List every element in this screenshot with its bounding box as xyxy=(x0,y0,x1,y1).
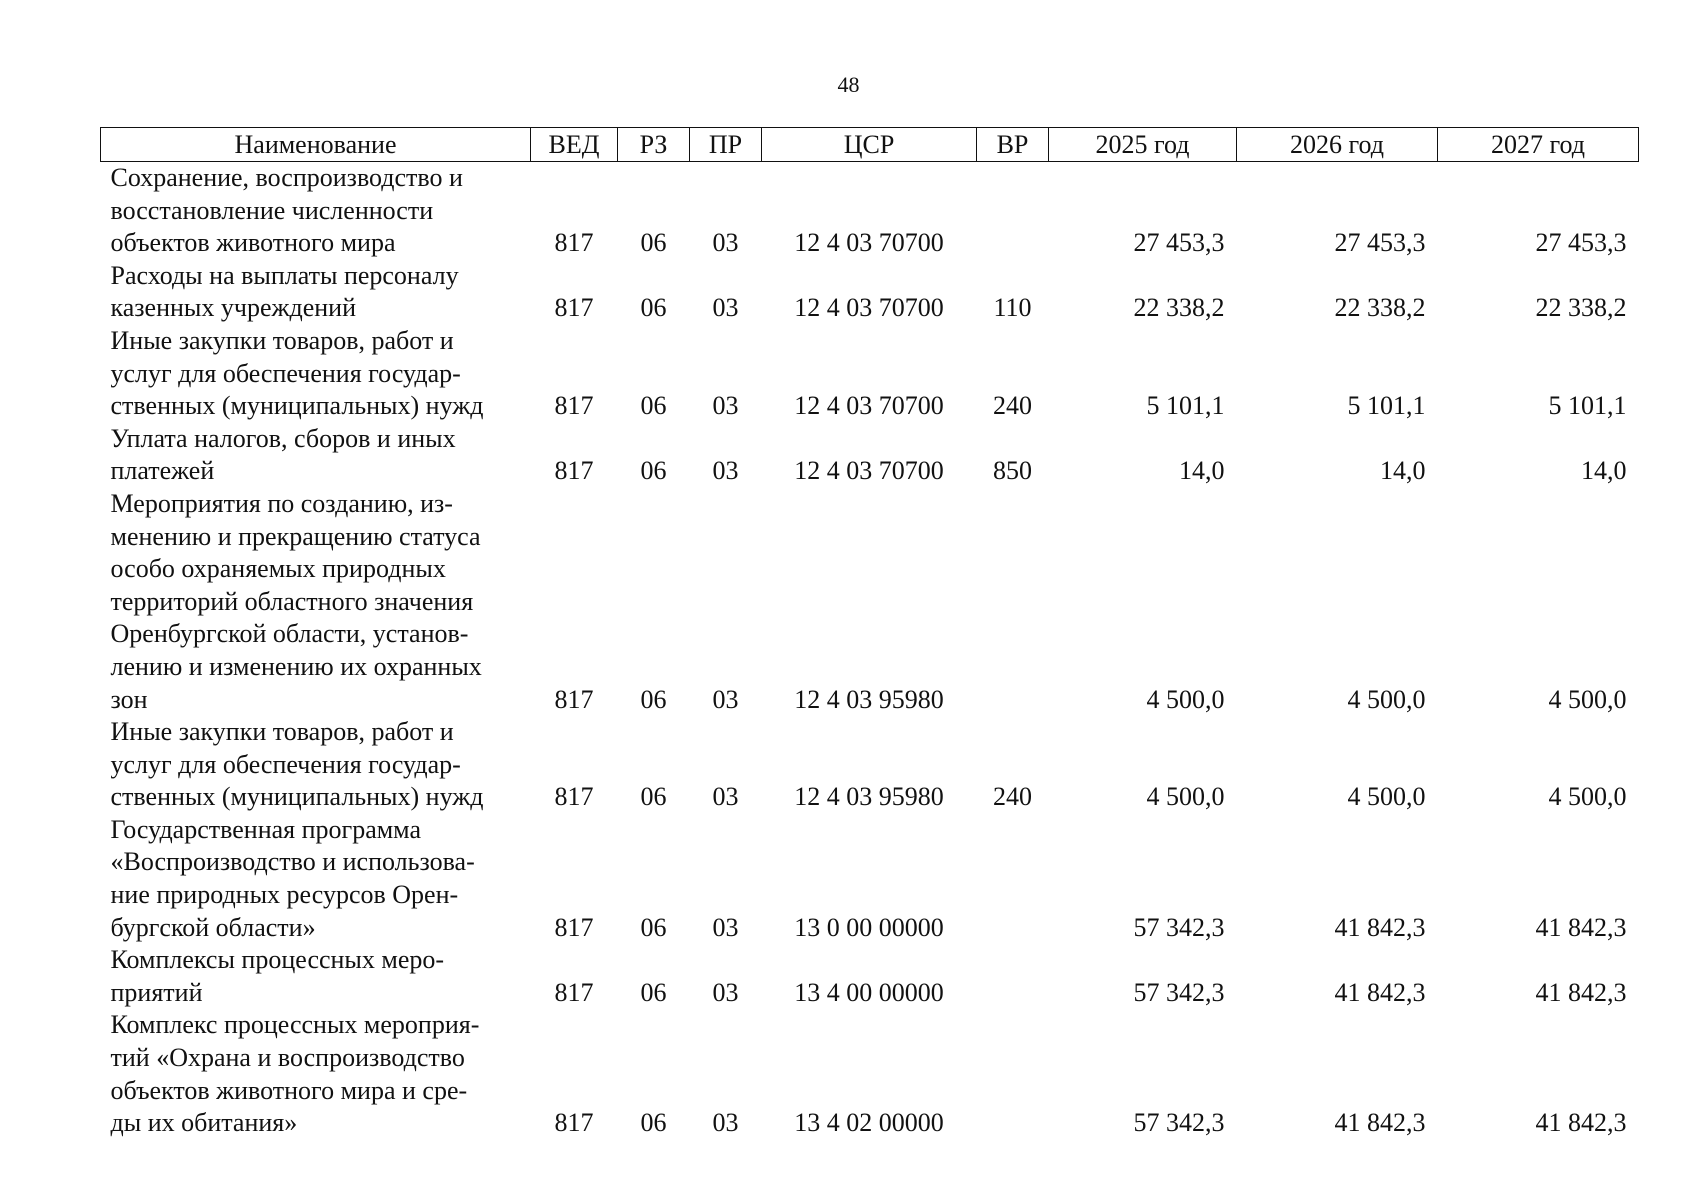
row-name-line: казенных учреждений xyxy=(110,293,356,323)
row-csr: 12 4 03 95980 xyxy=(794,684,944,714)
row-name-line: услуг для обеспечения государ- xyxy=(110,749,461,779)
row-2027: 5 101,1 xyxy=(1548,391,1627,421)
table-row xyxy=(101,1009,1639,1139)
row-name xyxy=(101,814,531,944)
row-2027: 41 842,3 xyxy=(1535,1108,1627,1138)
budget-table xyxy=(100,127,1639,1140)
row-vr: 240 xyxy=(993,782,1032,812)
row-name-line: ственных (муниципальных) нужд xyxy=(110,391,484,421)
row-pr: 03 xyxy=(712,456,739,486)
row-2026: 5 101,1 xyxy=(1347,391,1426,421)
row-name-line: ние природных ресурсов Орен- xyxy=(110,880,459,910)
row-csr: 12 4 03 70700 xyxy=(794,293,944,323)
table-row xyxy=(101,488,1639,716)
row-rz: 06 xyxy=(640,977,667,1007)
table-row xyxy=(101,814,1639,944)
table-header xyxy=(101,128,1639,162)
header-csr: ЦСР xyxy=(762,128,977,162)
header-rz: РЗ xyxy=(618,128,690,162)
row-2026: 27 453,3 xyxy=(1334,228,1426,258)
row-ved: 817 xyxy=(554,684,594,714)
row-2027: 4 500,0 xyxy=(1548,782,1627,812)
row-name-line: особо охраняемых природных xyxy=(110,554,446,584)
row-ved: 817 xyxy=(554,228,594,258)
row-vr xyxy=(977,162,1049,260)
row-vr xyxy=(977,814,1049,944)
row-name-line: Оренбургской области, установ- xyxy=(110,619,469,649)
table-row xyxy=(101,944,1639,1009)
row-name-line: «Воспроизводство и использова- xyxy=(110,847,475,877)
row-rz: 06 xyxy=(640,912,667,942)
row-name-line: Иные закупки товаров, работ и xyxy=(110,325,454,355)
row-name-line: менению и прекращению статуса xyxy=(110,521,481,551)
row-ved: 817 xyxy=(554,1108,594,1138)
header-pr: ПР xyxy=(690,128,762,162)
row-csr: 13 0 00 00000 xyxy=(794,912,944,942)
row-2026: 14,0 xyxy=(1380,456,1426,486)
row-ved: 817 xyxy=(554,912,594,942)
row-vr: 110 xyxy=(993,293,1032,323)
row-2025: 22 338,2 xyxy=(1133,293,1225,323)
row-csr: 13 4 00 00000 xyxy=(794,977,944,1007)
row-rz: 06 xyxy=(640,684,667,714)
row-rz: 06 xyxy=(640,456,667,486)
row-vr: 240 xyxy=(993,391,1032,421)
row-name-line: объектов животного мира xyxy=(110,228,396,258)
row-name-line: объектов животного мира и сре- xyxy=(110,1075,468,1105)
row-2025: 57 342,3 xyxy=(1133,977,1225,1007)
row-2026: 4 500,0 xyxy=(1347,782,1426,812)
row-2026: 41 842,3 xyxy=(1334,977,1426,1007)
header-2026: 2026 год xyxy=(1237,128,1438,162)
row-csr: 12 4 03 95980 xyxy=(794,782,944,812)
table-row xyxy=(101,162,1639,260)
row-ved: 817 xyxy=(554,782,594,812)
row-name xyxy=(101,260,531,325)
row-name-line: Комплексы процессных меро- xyxy=(110,945,445,975)
row-name-line: Комплекс процессных мероприя- xyxy=(110,1010,480,1040)
row-vr xyxy=(977,488,1049,716)
row-2025: 4 500,0 xyxy=(1146,684,1225,714)
row-name xyxy=(101,325,531,423)
row-name-line: ды их обитания» xyxy=(110,1108,298,1138)
row-name xyxy=(101,1009,531,1139)
row-name-line: Расходы на выплаты персоналу xyxy=(110,260,459,290)
row-csr: 12 4 03 70700 xyxy=(794,228,944,258)
row-pr: 03 xyxy=(712,977,739,1007)
row-name-line: Иные закупки товаров, работ и xyxy=(110,717,454,747)
header-name: Наименование xyxy=(101,128,531,162)
row-name xyxy=(101,944,531,1009)
row-pr: 03 xyxy=(712,782,739,812)
row-name xyxy=(101,716,531,814)
row-rz: 06 xyxy=(640,1108,667,1138)
header-2025: 2025 год xyxy=(1049,128,1237,162)
row-name-line: Государственная программа xyxy=(110,814,422,844)
row-2026: 22 338,2 xyxy=(1334,293,1426,323)
row-pr: 03 xyxy=(712,684,739,714)
header-2027: 2027 год xyxy=(1438,128,1639,162)
page-number: 48 xyxy=(837,72,860,97)
row-name-line: Мероприятия по созданию, из- xyxy=(110,488,453,518)
row-name xyxy=(101,488,531,716)
row-2025: 57 342,3 xyxy=(1133,1108,1225,1138)
row-name xyxy=(101,162,531,260)
row-name-line: территорий областного значения xyxy=(110,586,474,616)
row-2025: 14,0 xyxy=(1179,456,1225,486)
row-rz: 06 xyxy=(640,228,667,258)
row-vr xyxy=(977,944,1049,1009)
row-rz: 06 xyxy=(640,782,667,812)
row-ved: 817 xyxy=(554,391,594,421)
header-row xyxy=(101,128,1639,162)
table-row xyxy=(101,423,1639,488)
row-name-line: лению и изменению их охранных xyxy=(110,651,482,681)
table-row xyxy=(101,260,1639,325)
row-rz: 06 xyxy=(640,293,667,323)
row-2025: 27 453,3 xyxy=(1133,228,1225,258)
row-2026: 4 500,0 xyxy=(1347,684,1426,714)
row-name-line: ственных (муниципальных) нужд xyxy=(110,782,484,812)
header-vr: ВР xyxy=(977,128,1049,162)
row-name-line: платежей xyxy=(110,456,215,486)
row-2025: 5 101,1 xyxy=(1146,391,1225,421)
row-name-line: восстановление численности xyxy=(110,195,434,225)
header-ved: ВЕД xyxy=(531,128,618,162)
row-ved: 817 xyxy=(554,456,594,486)
row-ved: 817 xyxy=(554,293,594,323)
row-pr: 03 xyxy=(712,228,739,258)
table-row xyxy=(101,325,1639,423)
row-csr: 13 4 02 00000 xyxy=(794,1108,944,1138)
row-name-line: бургской области» xyxy=(110,912,316,942)
row-2027: 27 453,3 xyxy=(1535,228,1627,258)
row-name xyxy=(101,423,531,488)
row-name-line: Сохранение, воспроизводство и xyxy=(110,163,463,192)
row-name-line: Уплата налогов, сборов и иных xyxy=(110,423,456,453)
row-name-line: услуг для обеспечения государ- xyxy=(110,358,461,388)
row-name-line: зон xyxy=(110,684,148,714)
row-pr: 03 xyxy=(712,912,739,942)
row-2027: 4 500,0 xyxy=(1548,684,1627,714)
row-pr: 03 xyxy=(712,391,739,421)
row-2027: 22 338,2 xyxy=(1535,293,1627,323)
table-body xyxy=(101,162,1639,1140)
row-pr: 03 xyxy=(712,293,739,323)
row-name-line: приятий xyxy=(110,977,203,1007)
row-2026: 41 842,3 xyxy=(1334,1108,1426,1138)
row-csr: 12 4 03 70700 xyxy=(794,456,944,486)
row-2027: 14,0 xyxy=(1581,456,1627,486)
row-2025: 57 342,3 xyxy=(1133,912,1225,942)
row-2026: 41 842,3 xyxy=(1334,912,1426,942)
row-vr: 850 xyxy=(993,456,1032,486)
row-csr: 12 4 03 70700 xyxy=(794,391,944,421)
row-rz: 06 xyxy=(640,391,667,421)
row-pr: 03 xyxy=(712,1108,739,1138)
row-ved: 817 xyxy=(554,977,594,1007)
row-vr xyxy=(977,1009,1049,1139)
row-2027: 41 842,3 xyxy=(1535,912,1627,942)
row-2027: 41 842,3 xyxy=(1535,977,1627,1007)
row-2025: 4 500,0 xyxy=(1146,782,1225,812)
table-row xyxy=(101,716,1639,814)
row-name-line: тий «Охрана и воспроизводство xyxy=(110,1043,465,1073)
